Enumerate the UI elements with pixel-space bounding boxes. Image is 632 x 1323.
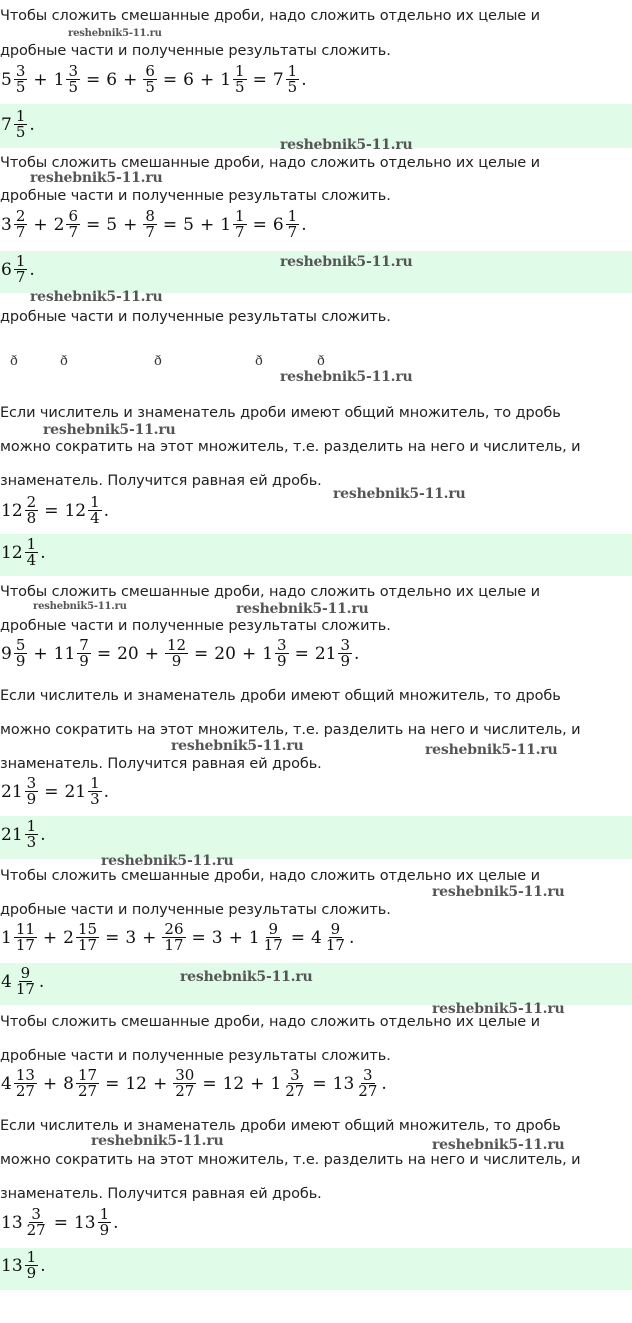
rule-text: можно сократить на этот множитель, т.е. разделить на него и числитель, и [0, 1152, 581, 1168]
period: . [113, 1212, 119, 1233]
operator: + [33, 643, 48, 664]
answer [0, 109, 36, 140]
period: . [354, 643, 360, 664]
numerator: 9 [268, 920, 278, 938]
watermark: reshebnik5-11.ru [432, 884, 565, 900]
fraction [262, 922, 285, 953]
whole: 6 [1, 259, 12, 280]
fraction [143, 209, 157, 240]
whole: 11 [53, 643, 76, 664]
answer-band [0, 1248, 632, 1290]
denominator: 9 [171, 652, 182, 670]
denominator: 27 [26, 1221, 46, 1239]
period: . [381, 1073, 387, 1094]
rule-text: дробные части и полученные результаты сложить. [0, 618, 391, 634]
rule-text: дробные части и полученные результаты сложить. [0, 43, 391, 59]
fraction [14, 966, 37, 997]
numerator: 3 [15, 62, 26, 80]
numerator: 2 [15, 207, 26, 225]
numerator: 1 [235, 62, 245, 80]
rule-text: дробные части и полученные результаты сложить. [0, 1048, 391, 1064]
numerator: 3 [277, 636, 287, 654]
operator: + [33, 214, 48, 235]
operator: = [44, 781, 59, 802]
denominator: 5 [15, 78, 26, 96]
numerator: 1 [287, 207, 298, 225]
period: . [301, 214, 307, 235]
operator: + [228, 927, 243, 948]
whole: 2 [63, 927, 74, 948]
numerator: 1 [26, 817, 37, 835]
denominator: 17 [263, 936, 283, 954]
numerator: 1 [15, 107, 26, 125]
whole: 6 [272, 214, 284, 235]
number: 3 [211, 927, 223, 948]
watermark: reshebnik5-11.ru [432, 1137, 565, 1153]
whole: 12 [64, 500, 87, 521]
operator: = [162, 214, 178, 235]
denominator: 3 [26, 833, 37, 851]
period: . [29, 259, 35, 280]
rule-text: Если числитель и знаменатель дроби имеют общий множитель, то дробь [0, 688, 561, 704]
denominator: 9 [277, 652, 287, 670]
answer-band [0, 816, 632, 859]
period: . [40, 1255, 46, 1276]
operator: + [142, 927, 157, 948]
denominator: 7 [68, 223, 78, 241]
rule-text: дробные части и полученные результаты сложить. [0, 902, 391, 918]
operator: = [290, 927, 306, 948]
operator: = [105, 927, 120, 948]
denominator: 17 [15, 936, 35, 954]
watermark: reshebnik5-11.ru [280, 137, 413, 153]
watermark: reshebnik5-11.ru [236, 601, 369, 617]
operator: = [294, 643, 309, 664]
broken-glyph: ð [10, 354, 18, 369]
denominator: 17 [164, 936, 184, 954]
operator: = [86, 69, 101, 90]
fraction [283, 1068, 306, 1099]
whole: 9 [1, 643, 12, 664]
rule-text: можно сократить на этот множитель, т.е. разделить на него и числитель, и [0, 439, 581, 455]
answer-band [0, 963, 632, 1005]
denominator: 8 [26, 509, 37, 527]
denominator: 5 [145, 78, 155, 96]
operator: = [202, 1073, 217, 1094]
numerator: 11 [15, 920, 35, 938]
rule-text: Если числитель и знаменатель дроби имеют общий множитель, то дробь [0, 405, 561, 421]
operator: + [123, 214, 138, 235]
fraction [233, 64, 247, 95]
answer [0, 819, 47, 850]
period: . [103, 781, 110, 802]
watermark: reshebnik5-11.ru [280, 369, 413, 385]
fraction [76, 1068, 99, 1099]
denominator: 9 [99, 1221, 110, 1239]
operator: = [162, 69, 178, 90]
whole: 13 [1, 1212, 23, 1233]
fraction [25, 1250, 39, 1281]
whole: 13 [73, 1212, 96, 1233]
whole: 1 [248, 927, 260, 948]
broken-glyph: ð [154, 354, 162, 369]
denominator: 4 [90, 509, 100, 527]
rule-text: знаменатель. Получится равная ей дробь. [0, 473, 322, 489]
operator: = [252, 214, 267, 235]
rule-text: дробные части и полученные результаты сложить. [0, 188, 391, 204]
denominator: 27 [78, 1082, 98, 1100]
operator: = [194, 643, 209, 664]
fraction [25, 537, 39, 568]
number: 3 [125, 927, 137, 948]
operator: + [42, 927, 58, 948]
whole: 1 [262, 643, 274, 664]
numerator: 3 [31, 1205, 41, 1223]
numerator: 30 [175, 1066, 195, 1084]
numerator: 3 [363, 1066, 373, 1084]
whole: 5 [1, 69, 12, 90]
denominator: 9 [26, 790, 37, 808]
fraction [338, 638, 352, 669]
whole: 21 [314, 643, 337, 664]
numerator: 26 [164, 920, 184, 938]
fraction [275, 638, 289, 669]
period: . [40, 542, 46, 563]
watermark: reshebnik5-11.ru [43, 422, 176, 438]
operator: + [250, 1073, 265, 1094]
numerator: 3 [68, 62, 78, 80]
numerator: 17 [78, 1066, 98, 1084]
denominator: 5 [68, 78, 78, 96]
numerator: 3 [340, 636, 350, 654]
numerator: 15 [78, 920, 98, 938]
fraction [66, 64, 80, 95]
fraction [14, 109, 28, 140]
fraction [98, 1207, 112, 1238]
whole: 1 [220, 214, 232, 235]
numerator: 13 [15, 1066, 35, 1084]
whole: 13 [332, 1073, 355, 1094]
watermark: reshebnik5-11.ru [68, 28, 162, 39]
watermark: reshebnik5-11.ru [333, 486, 466, 502]
denominator: 4 [26, 551, 37, 569]
fraction [88, 776, 102, 807]
fraction [76, 922, 99, 953]
fraction [14, 254, 28, 285]
rule-text: Чтобы сложить смешанные дроби, надо сложить отдельно их целые и [0, 155, 540, 171]
operator: + [33, 69, 48, 90]
operator: = [96, 643, 112, 664]
numerator: 6 [145, 62, 155, 80]
equation [0, 922, 355, 953]
whole: 12 [1, 500, 23, 521]
fraction [88, 495, 102, 526]
rule-text: Чтобы сложить смешанные дроби, надо сложить отдельно их целые и [0, 1014, 540, 1030]
fraction [143, 64, 157, 95]
whole: 1 [1, 927, 12, 948]
numerator: 3 [290, 1066, 300, 1084]
whole: 4 [1, 1073, 12, 1094]
period: . [301, 69, 307, 90]
period: . [29, 114, 35, 135]
period: . [348, 927, 355, 948]
whole: 4 [311, 927, 322, 948]
equation [0, 1068, 388, 1099]
numerator: 9 [20, 964, 31, 982]
denominator: 7 [15, 268, 26, 286]
whole: 8 [63, 1073, 74, 1094]
number: 6 [106, 69, 118, 90]
equation [0, 1207, 120, 1238]
watermark: reshebnik5-11.ru [171, 738, 304, 754]
operator: + [241, 643, 257, 664]
whole: 4 [1, 971, 12, 992]
number: 12 [125, 1073, 147, 1094]
fraction [324, 922, 347, 953]
watermark: reshebnik5-11.ru [432, 1001, 565, 1017]
watermark: reshebnik5-11.ru [30, 170, 163, 186]
watermark: reshebnik5-11.ru [91, 1133, 224, 1149]
denominator: 27 [175, 1082, 195, 1100]
numerator: 1 [287, 62, 298, 80]
period: . [38, 971, 45, 992]
numerator: 7 [79, 636, 89, 654]
operator: + [199, 69, 215, 90]
fraction [233, 209, 247, 240]
numerator: 1 [26, 1248, 37, 1266]
operator: = [252, 69, 267, 90]
fraction [25, 776, 39, 807]
denominator: 9 [340, 652, 350, 670]
operator: = [191, 927, 206, 948]
broken-glyph: ð [60, 354, 68, 369]
answer [0, 254, 36, 285]
numerator: 9 [330, 920, 341, 938]
denominator: 27 [285, 1082, 305, 1100]
numerator: 8 [145, 207, 155, 225]
fraction [14, 1068, 37, 1099]
operator: = [86, 214, 101, 235]
period: . [103, 500, 110, 521]
numerator: 5 [15, 636, 26, 654]
whole: 21 [1, 824, 23, 845]
watermark: reshebnik5-11.ru [30, 289, 163, 305]
rule-text: дробные части и полученные результаты сложить. [0, 309, 391, 325]
rule-text: знаменатель. Получится равная ей дробь. [0, 1186, 322, 1202]
whole: 1 [220, 69, 232, 90]
denominator: 7 [235, 223, 245, 241]
answer [0, 537, 47, 568]
whole: 21 [1, 781, 23, 802]
operator: + [144, 643, 159, 664]
numerator: 1 [90, 493, 100, 511]
denominator: 9 [15, 652, 26, 670]
fraction [162, 922, 185, 953]
whole: 21 [64, 781, 87, 802]
whole: 1 [270, 1073, 282, 1094]
operator: = [312, 1073, 327, 1094]
fraction [14, 64, 28, 95]
period: . [40, 824, 46, 845]
watermark: reshebnik5-11.ru [180, 969, 313, 985]
equation [0, 64, 308, 95]
rule-text: Если числитель и знаменатель дроби имеют общий множитель, то дробь [0, 1118, 561, 1134]
numerator: 12 [166, 636, 187, 654]
number: 12 [222, 1073, 245, 1094]
numerator: 6 [68, 207, 78, 225]
denominator: 7 [15, 223, 26, 241]
denominator: 7 [145, 223, 155, 241]
answer-band [0, 534, 632, 576]
number: 20 [214, 643, 236, 664]
fraction [25, 1207, 48, 1238]
numerator: 2 [26, 493, 37, 511]
operator: + [152, 1073, 168, 1094]
fraction [286, 209, 300, 240]
numerator: 1 [235, 207, 245, 225]
fraction [14, 209, 28, 240]
operator: + [199, 214, 215, 235]
watermark: reshebnik5-11.ru [425, 742, 558, 758]
operator: + [42, 1073, 58, 1094]
whole: 13 [1, 1255, 23, 1276]
rule-text: Чтобы сложить смешанные дроби, надо сложить отдельно их целые и [0, 8, 540, 24]
equation [0, 638, 360, 669]
denominator: 7 [287, 223, 298, 241]
denominator: 27 [358, 1082, 378, 1100]
denominator: 17 [325, 936, 345, 954]
fraction [25, 819, 39, 850]
number: 5 [183, 214, 194, 235]
denominator: 5 [235, 78, 245, 96]
numerator: 3 [26, 774, 37, 792]
fraction [77, 638, 91, 669]
fraction [25, 495, 39, 526]
fraction [14, 638, 28, 669]
numerator: 1 [26, 535, 37, 553]
denominator: 17 [78, 936, 98, 954]
fraction [173, 1068, 196, 1099]
equation [0, 209, 308, 240]
whole: 7 [272, 69, 284, 90]
whole: 2 [53, 214, 65, 235]
operator: + [123, 69, 138, 90]
number: 6 [183, 69, 194, 90]
number: 20 [117, 643, 139, 664]
operator: = [44, 500, 59, 521]
denominator: 9 [79, 652, 89, 670]
operator: = [105, 1073, 120, 1094]
whole: 1 [53, 69, 65, 90]
watermark: reshebnik5-11.ru [33, 601, 127, 612]
denominator: 3 [90, 790, 100, 808]
broken-glyph: ð [255, 354, 263, 369]
denominator: 5 [287, 78, 298, 96]
fraction [14, 922, 37, 953]
whole: 3 [1, 214, 12, 235]
operator: = [53, 1212, 68, 1233]
fraction [286, 64, 300, 95]
watermark: reshebnik5-11.ru [101, 853, 234, 869]
denominator: 5 [15, 123, 26, 141]
fraction [356, 1068, 379, 1099]
rule-text: Чтобы сложить смешанные дроби, надо сложить отдельно их целые и [0, 584, 540, 600]
number: 5 [106, 214, 118, 235]
rule-text: Чтобы сложить смешанные дроби, надо сложить отдельно их целые и [0, 868, 540, 884]
rule-text: знаменатель. Получится равная ей дробь. [0, 756, 322, 772]
equation [0, 495, 110, 526]
numerator: 1 [15, 252, 26, 270]
broken-glyph: ð [317, 354, 325, 369]
denominator: 27 [15, 1082, 35, 1100]
denominator: 9 [26, 1264, 37, 1282]
watermark: reshebnik5-11.ru [280, 254, 413, 270]
whole: 12 [1, 542, 23, 563]
answer [0, 966, 45, 997]
numerator: 1 [99, 1205, 110, 1223]
equation [0, 776, 110, 807]
numerator: 1 [90, 774, 100, 792]
answer [0, 1250, 47, 1281]
fraction [165, 638, 188, 669]
whole: 7 [1, 114, 12, 135]
fraction [66, 209, 80, 240]
rule-text: можно сократить на этот множитель, т.е. разделить на него и числитель, и [0, 722, 581, 738]
denominator: 17 [15, 980, 35, 998]
